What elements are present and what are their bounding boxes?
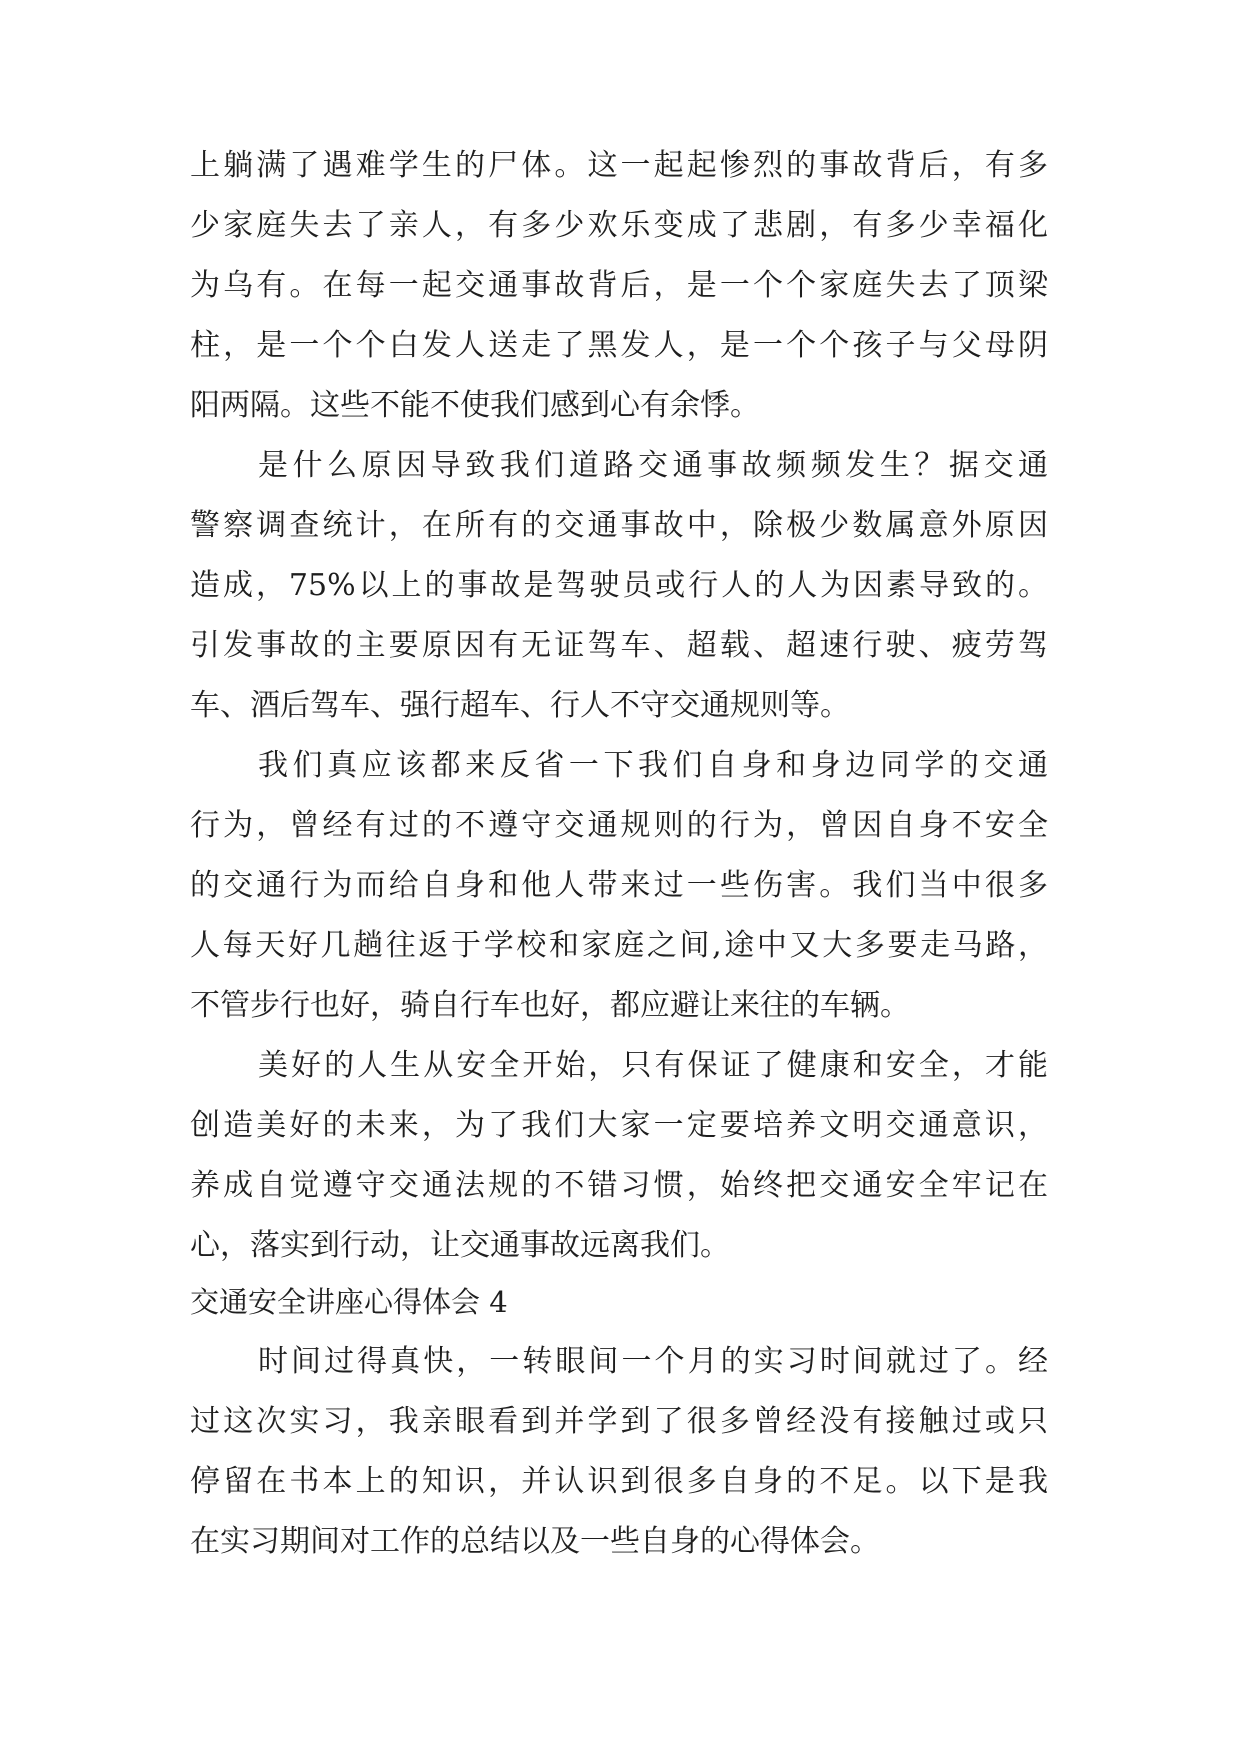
text-line: 上躺满了遇难学生的尸体。这一起起惨烈的事故背后，有多 (190, 148, 1048, 183)
text-line: 车、酒后驾车、强行超车、行人不守交通规则等。 (190, 688, 850, 723)
text-line: 的交通行为而给自身和他人带来过一些伤害。我们当中很多 (190, 868, 1048, 903)
text-line: 停留在书本上的知识，并认识到很多自身的不足。以下是我 (190, 1464, 1048, 1499)
text-line: 阳两隔。这些不能不使我们感到心有余悸。 (190, 388, 760, 423)
text-line: 引发事故的主要原因有无证驾车、超载、超速行驶、疲劳驾 (190, 628, 1048, 663)
text-line: 在实习期间对工作的总结以及一些自身的心得体会。 (190, 1524, 880, 1559)
section-heading: 交通安全讲座心得体会 4 (190, 1285, 508, 1319)
paragraph-first-line: 我们真应该都来反省一下我们自身和身边同学的交通 (258, 748, 1048, 783)
text-line: 人每天好几趟往返于学校和家庭之间,途中又大多要走马路， (190, 928, 1048, 963)
text-line: 过这次实习，我亲眼看到并学到了很多曾经没有接触过或只 (190, 1404, 1048, 1439)
paragraph-first-line: 时间过得真快，一转眼间一个月的实习时间就过了。经 (258, 1344, 1048, 1379)
text-line: 柱，是一个个白发人送走了黑发人，是一个个孩子与父母阴 (190, 328, 1048, 363)
text-line: 行为，曾经有过的不遵守交通规则的行为，曾因自身不安全 (190, 808, 1048, 843)
text-line: 不管步行也好，骑自行车也好，都应避让来往的车辆。 (190, 988, 910, 1023)
text-line: 警察调查统计，在所有的交通事故中，除极少数属意外原因 (190, 508, 1048, 543)
text-line: 创造美好的未来，为了我们大家一定要培养文明交通意识， (190, 1108, 1048, 1143)
text-line: 心，落实到行动，让交通事故远离我们。 (190, 1228, 730, 1263)
text-line: 少家庭失去了亲人，有多少欢乐变成了悲剧，有多少幸福化 (190, 208, 1048, 243)
text-line: 为乌有。在每一起交通事故背后，是一个个家庭失去了顶梁 (190, 268, 1048, 303)
text-line: 造成，75%以上的事故是驾驶员或行人的人为因素导致的。 (190, 568, 1048, 603)
text-line: 养成自觉遵守交通法规的不错习惯，始终把交通安全牢记在 (190, 1168, 1048, 1203)
paragraph-first-line: 是什么原因导致我们道路交通事故频频发生？据交通 (258, 448, 1048, 483)
paragraph-first-line: 美好的人生从安全开始，只有保证了健康和安全，才能 (258, 1048, 1048, 1083)
